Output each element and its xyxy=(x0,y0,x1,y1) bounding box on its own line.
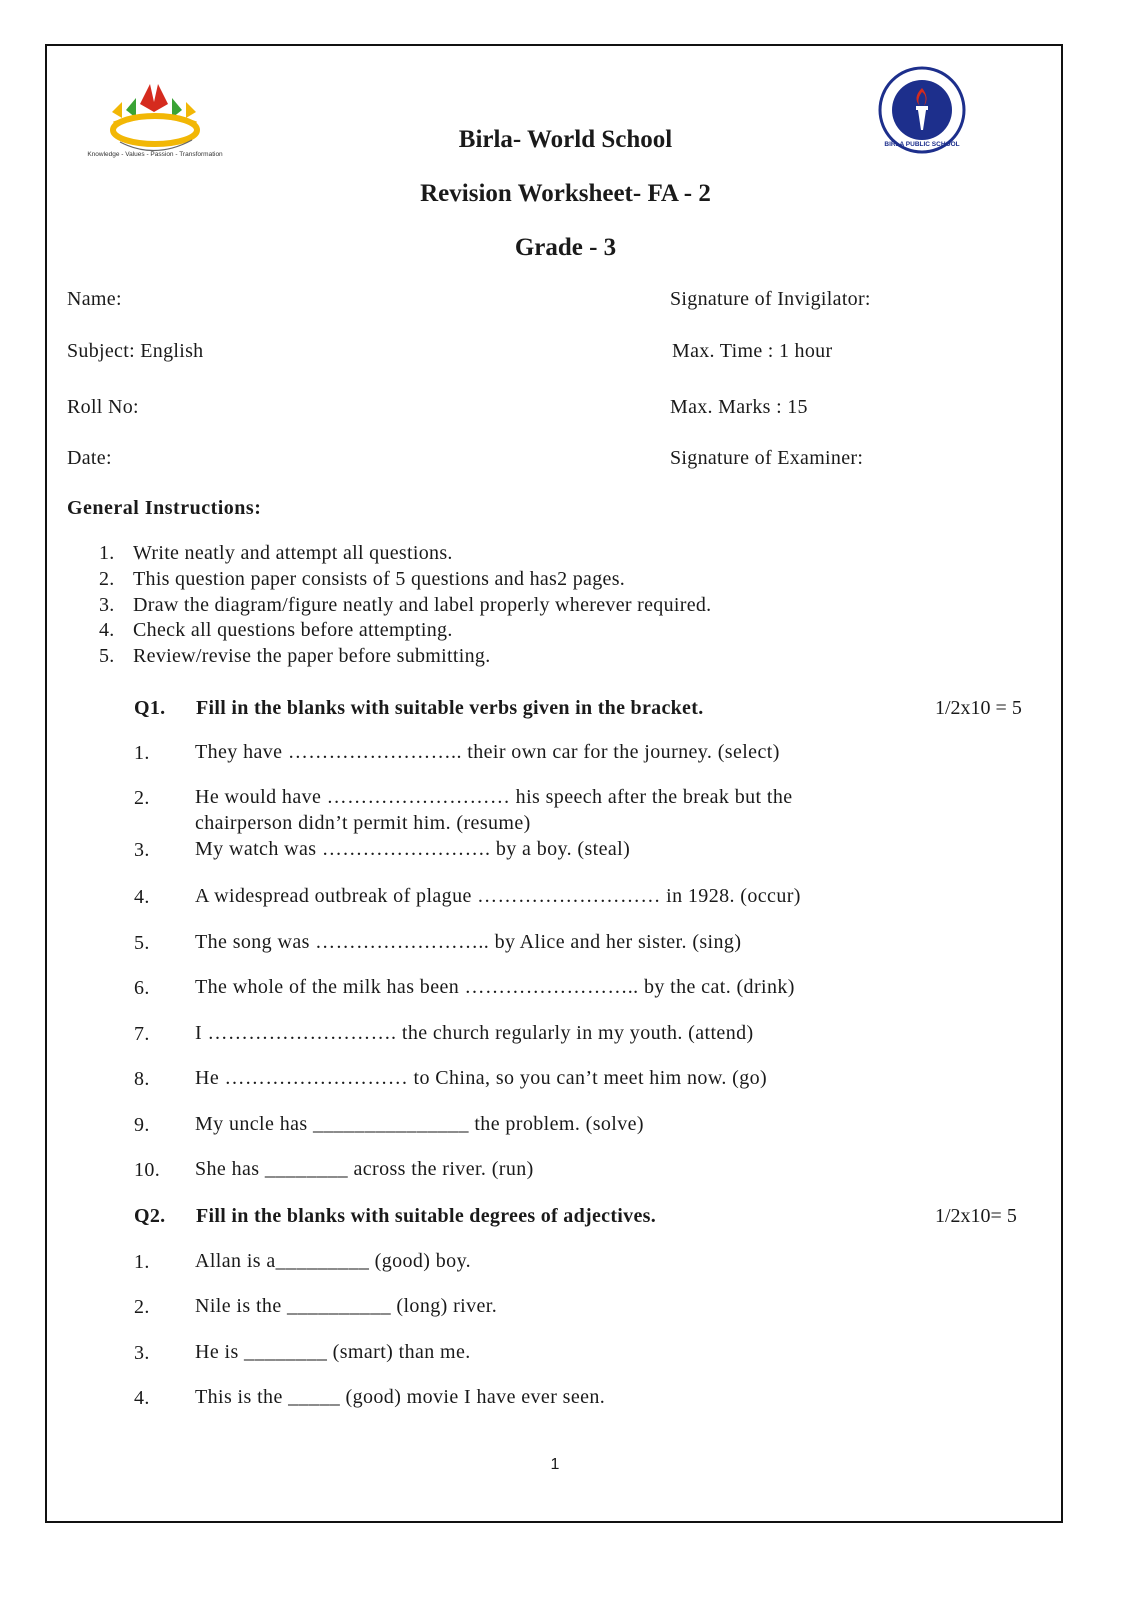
q1-item-text: She has ________ across the river. (run) xyxy=(195,1158,534,1180)
q1-item-number: 5. xyxy=(134,932,150,954)
invigilator-signature-field: Signature of Invigilator: xyxy=(670,288,871,310)
general-instructions-heading: General Instructions: xyxy=(67,497,262,519)
max-marks-field: Max. Marks : 15 xyxy=(670,396,808,418)
q2-item-number: 3. xyxy=(134,1342,150,1364)
q1-item-text: The song was …………………….. by Alice and her sister. (sing) xyxy=(195,931,742,953)
grade-title: Grade - 3 xyxy=(514,234,617,261)
q1-item-number: 4. xyxy=(134,886,150,908)
page-number: 1 xyxy=(550,1456,560,1473)
q1-item-number: 10. xyxy=(134,1159,161,1181)
instruction-item: 4. Check all questions before attempting. xyxy=(99,619,453,641)
q1-item-number: 1. xyxy=(134,742,150,764)
q1-item-text: He ……………………… to China, so you can’t meet him now. (go) xyxy=(195,1067,768,1089)
q1-number: Q1. xyxy=(134,697,166,719)
school-title: Birla- World School xyxy=(458,126,673,153)
q1-item-text: The whole of the milk has been …………………….. by the cat. (drink) xyxy=(195,976,795,998)
logo-school-name: BIRLA PUBLIC SCHOOL xyxy=(884,141,960,148)
instruction-item: 2. This question paper consists of 5 questions and has2 pages. xyxy=(99,568,626,590)
q2-item-number: 2. xyxy=(134,1296,150,1318)
q1-item-number: 7. xyxy=(134,1023,150,1045)
q2-item-number: 4. xyxy=(134,1387,150,1409)
q2-question: Fill in the blanks with suitable degrees of adjectives. xyxy=(196,1205,657,1227)
q1-item-text: They have …………………….. their own car for the journey. (select) xyxy=(195,741,780,763)
q1-item-number: 3. xyxy=(134,839,150,861)
q1-item-text: My watch was ……………………. by a boy. (steal) xyxy=(195,838,631,860)
q1-question: Fill in the blanks with suitable verbs given in the bracket. xyxy=(196,697,704,719)
q1-marks: 1/2x10 = 5 xyxy=(935,697,1022,719)
examiner-signature-field: Signature of Examiner: xyxy=(670,447,864,469)
q1-item-number: 2. xyxy=(134,787,150,809)
date-field: Date: xyxy=(67,447,112,469)
instruction-item: 5. Review/revise the paper before submitting. xyxy=(99,645,491,667)
instruction-item: 1. Write neatly and attempt all questions. xyxy=(99,542,453,564)
q2-item-number: 1. xyxy=(134,1251,150,1273)
q2-item-text: He is ________ (smart) than me. xyxy=(195,1341,471,1363)
q1-item-text: My uncle has _______________ the problem. (solve) xyxy=(195,1113,644,1135)
q2-item-text: Nile is the __________ (long) river. xyxy=(195,1295,498,1317)
q2-number: Q2. xyxy=(134,1205,166,1227)
q1-item-number: 6. xyxy=(134,977,150,999)
q2-marks: 1/2x10= 5 xyxy=(935,1205,1017,1227)
q1-item-text: I ………………………. the church regularly in my youth. (attend) xyxy=(195,1022,754,1044)
q1-item-number: 8. xyxy=(134,1068,150,1090)
roll-no-field: Roll No: xyxy=(67,396,139,418)
q1-item-text: He would have ……………………… his speech after the break but the chairperson didn’t permit him. (resume) xyxy=(195,786,793,834)
subject-field: Subject: English xyxy=(67,340,204,362)
q1-item-number: 9. xyxy=(134,1114,150,1136)
max-time-field: Max. Time : 1 hour xyxy=(672,340,833,362)
worksheet-title: Revision Worksheet- FA - 2 xyxy=(420,180,711,207)
name-field: Name: xyxy=(67,288,122,310)
instruction-item: 3. Draw the diagram/figure neatly and label properly wherever required. xyxy=(99,594,712,616)
q2-item-text: Allan is a_________ (good) boy. xyxy=(195,1250,472,1272)
logo-tagline: Knowledge - Values - Passion - Transformation xyxy=(87,151,223,158)
q2-item-text: This is the _____ (good) movie I have ever seen. xyxy=(195,1386,606,1408)
q1-item-text: A widespread outbreak of plague ……………………… in 1928. (occur) xyxy=(195,885,801,907)
